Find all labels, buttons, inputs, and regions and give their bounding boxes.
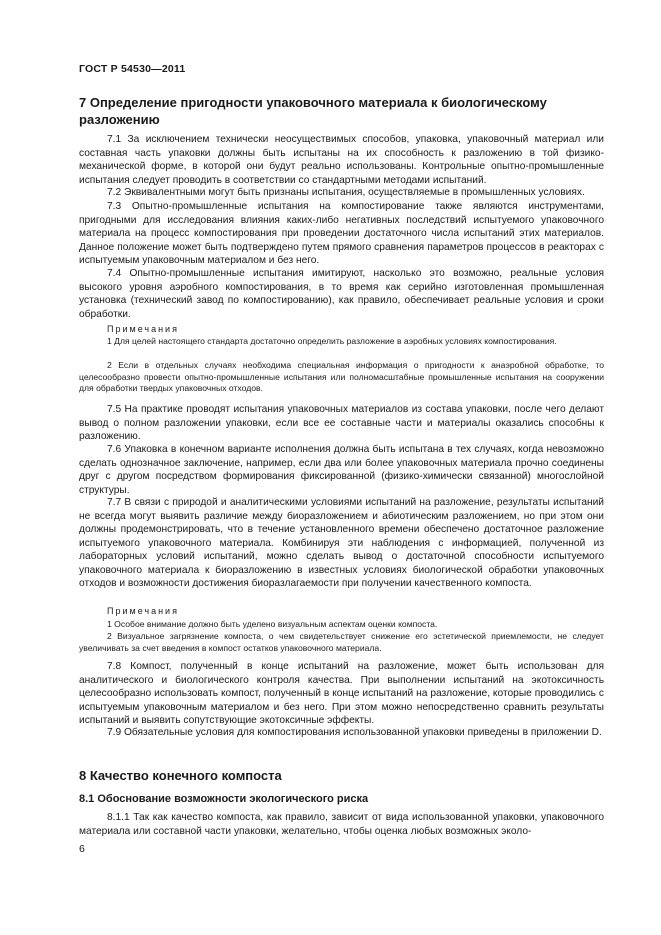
paragraph-7-8: 7.8 Компост, полученный в конце испытаний на разложение, может быть использован для аналитического и биологического контроля качества. При выполнении испытаний на экотоксичность целесообразно использовать компост, полученный в конце испытаний на разложение, которые проводились с испытуемым упаковочным материалом и без него. При этом можно непосредственно сравнить результаты испытаний и выявить сопутствующие экотоксичные эффекты. [79,661,604,726]
section-8-1-title: 8.1 Обоснование возможности экологического риска [79,793,369,805]
paragraph-7-5: 7.5 На практике проводят испытания упаковочных материалов из состава упаковки, после чего делают вывод о полном разложении упаковки, если все ее составные части и материалы оказались способны к разложению. [79,404,604,442]
paragraph-7-1: 7.1 За исключением технически неосуществимых способов, упаковка, упаковочный материал или составная часть упаковки должны быть испытаны на их способность к разложению в той физико-механической форме, в которой они будут реально использованы. Контрольные опытно-промышленные испытания следует проводить в соответствии со стандартными методами испытаний. [79,134,604,186]
notes-heading: Примечания [107,606,179,616]
document-header: ГОСТ Р 54530—2011 [79,63,186,75]
notes-heading: Примечания [107,324,179,334]
note-item: 2 Визуальное загрязнение компоста, о чем свидетельствует снижение его эстетической приемлемости, не следует увеличивать за счет введения в компост остатков упаковочного материала. [79,631,604,653]
note-item: 1 Особое внимание должно быть уделено визуальным аспектам оценки компоста. [107,619,438,629]
paragraph-7-2: 7.2 Эквивалентными могут быть признаны испытания, осуществляемые в промышленных условиях. [107,187,585,198]
note-item: 2 Если в отдельных случаях необходима специальная информация о пригодности к анаэробной обработке, то целесообразно провести опытно-промышленные испытания или полномасштабные промышленные испытания на сооружении для обработки твердых упаковочных отходов. [79,360,604,393]
section-7-title: 7 Определение пригодности упаковочного материала к биологическому разложению [79,95,547,127]
paragraph-8-1-1: 8.1.1 Так как качество компоста, как правило, зависит от вида использованной упаковки, упаковочного материала или составной части упаковки, желательно, чтобы оценка любых возможных эколо- [79,812,604,837]
page-number: 6 [79,843,85,855]
paragraph-7-3: 7.3 Опытно-промышленные испытания на компостирование также являются инструментами, пригодными для исследования влияния каких-либо негативных последствий испытуемого упаковочного материала на процесс компостирования при проведении достаточного числа испытаний этих материалов. Данное положение может быть подтверждено путем прямого сравнения параметров процессов в реакторах с испытуемым упаковочным материалом и без него. [79,201,604,266]
section-8-title: 8 Качество конечного компоста [79,768,282,783]
note-item: 1 Для целей настоящего стандарта достаточно определить разложение в аэробных условиях компостирования. [107,336,557,346]
paragraph-7-6: 7.6 Упаковка в конечном варианте исполнения должна быть испытана в тех случаях, когда невозможно сделать однозначное заключение, например, если два или более упаковочных материала прочно соединены друг с другом посредством формирования фиксированной (физико-химически связанной) многослойной структуры. [79,444,604,496]
paragraph-7-4: 7.4 Опытно-промышленные испытания имитируют, насколько это возможно, реальные условия высокого уровня аэробного компостирования, в то время как серийно изготовленная промышленная установка (технический завод по компостированию), как правило, обеспечивает реальные условия и сроки обработки. [79,268,604,320]
paragraph-7-7: 7.7 В связи с природой и аналитическими условиями испытаний на разложение, результаты испытаний не всегда могут выявить различие между биоразложением и абиотическим разложением, но при этом они должны продемонстрировать, что в течение установленного времени обеспечено достаточное разложение испытуемого упаковочного материала. Комбинируя эти наблюдения с информацией, полученной из лабораторных условий испытаний, можно сделать вывод о достаточной способности испытуемого упаковочного материала к биоразложению в известных условиях биологической обработки упаковочных отходов и возможности достижения биоразлагаемости при получении качественного компоста. [79,497,604,589]
paragraph-7-9: 7.9 Обязательные условия для компостирования использованной упаковки приведены в приложении D. [107,727,602,738]
